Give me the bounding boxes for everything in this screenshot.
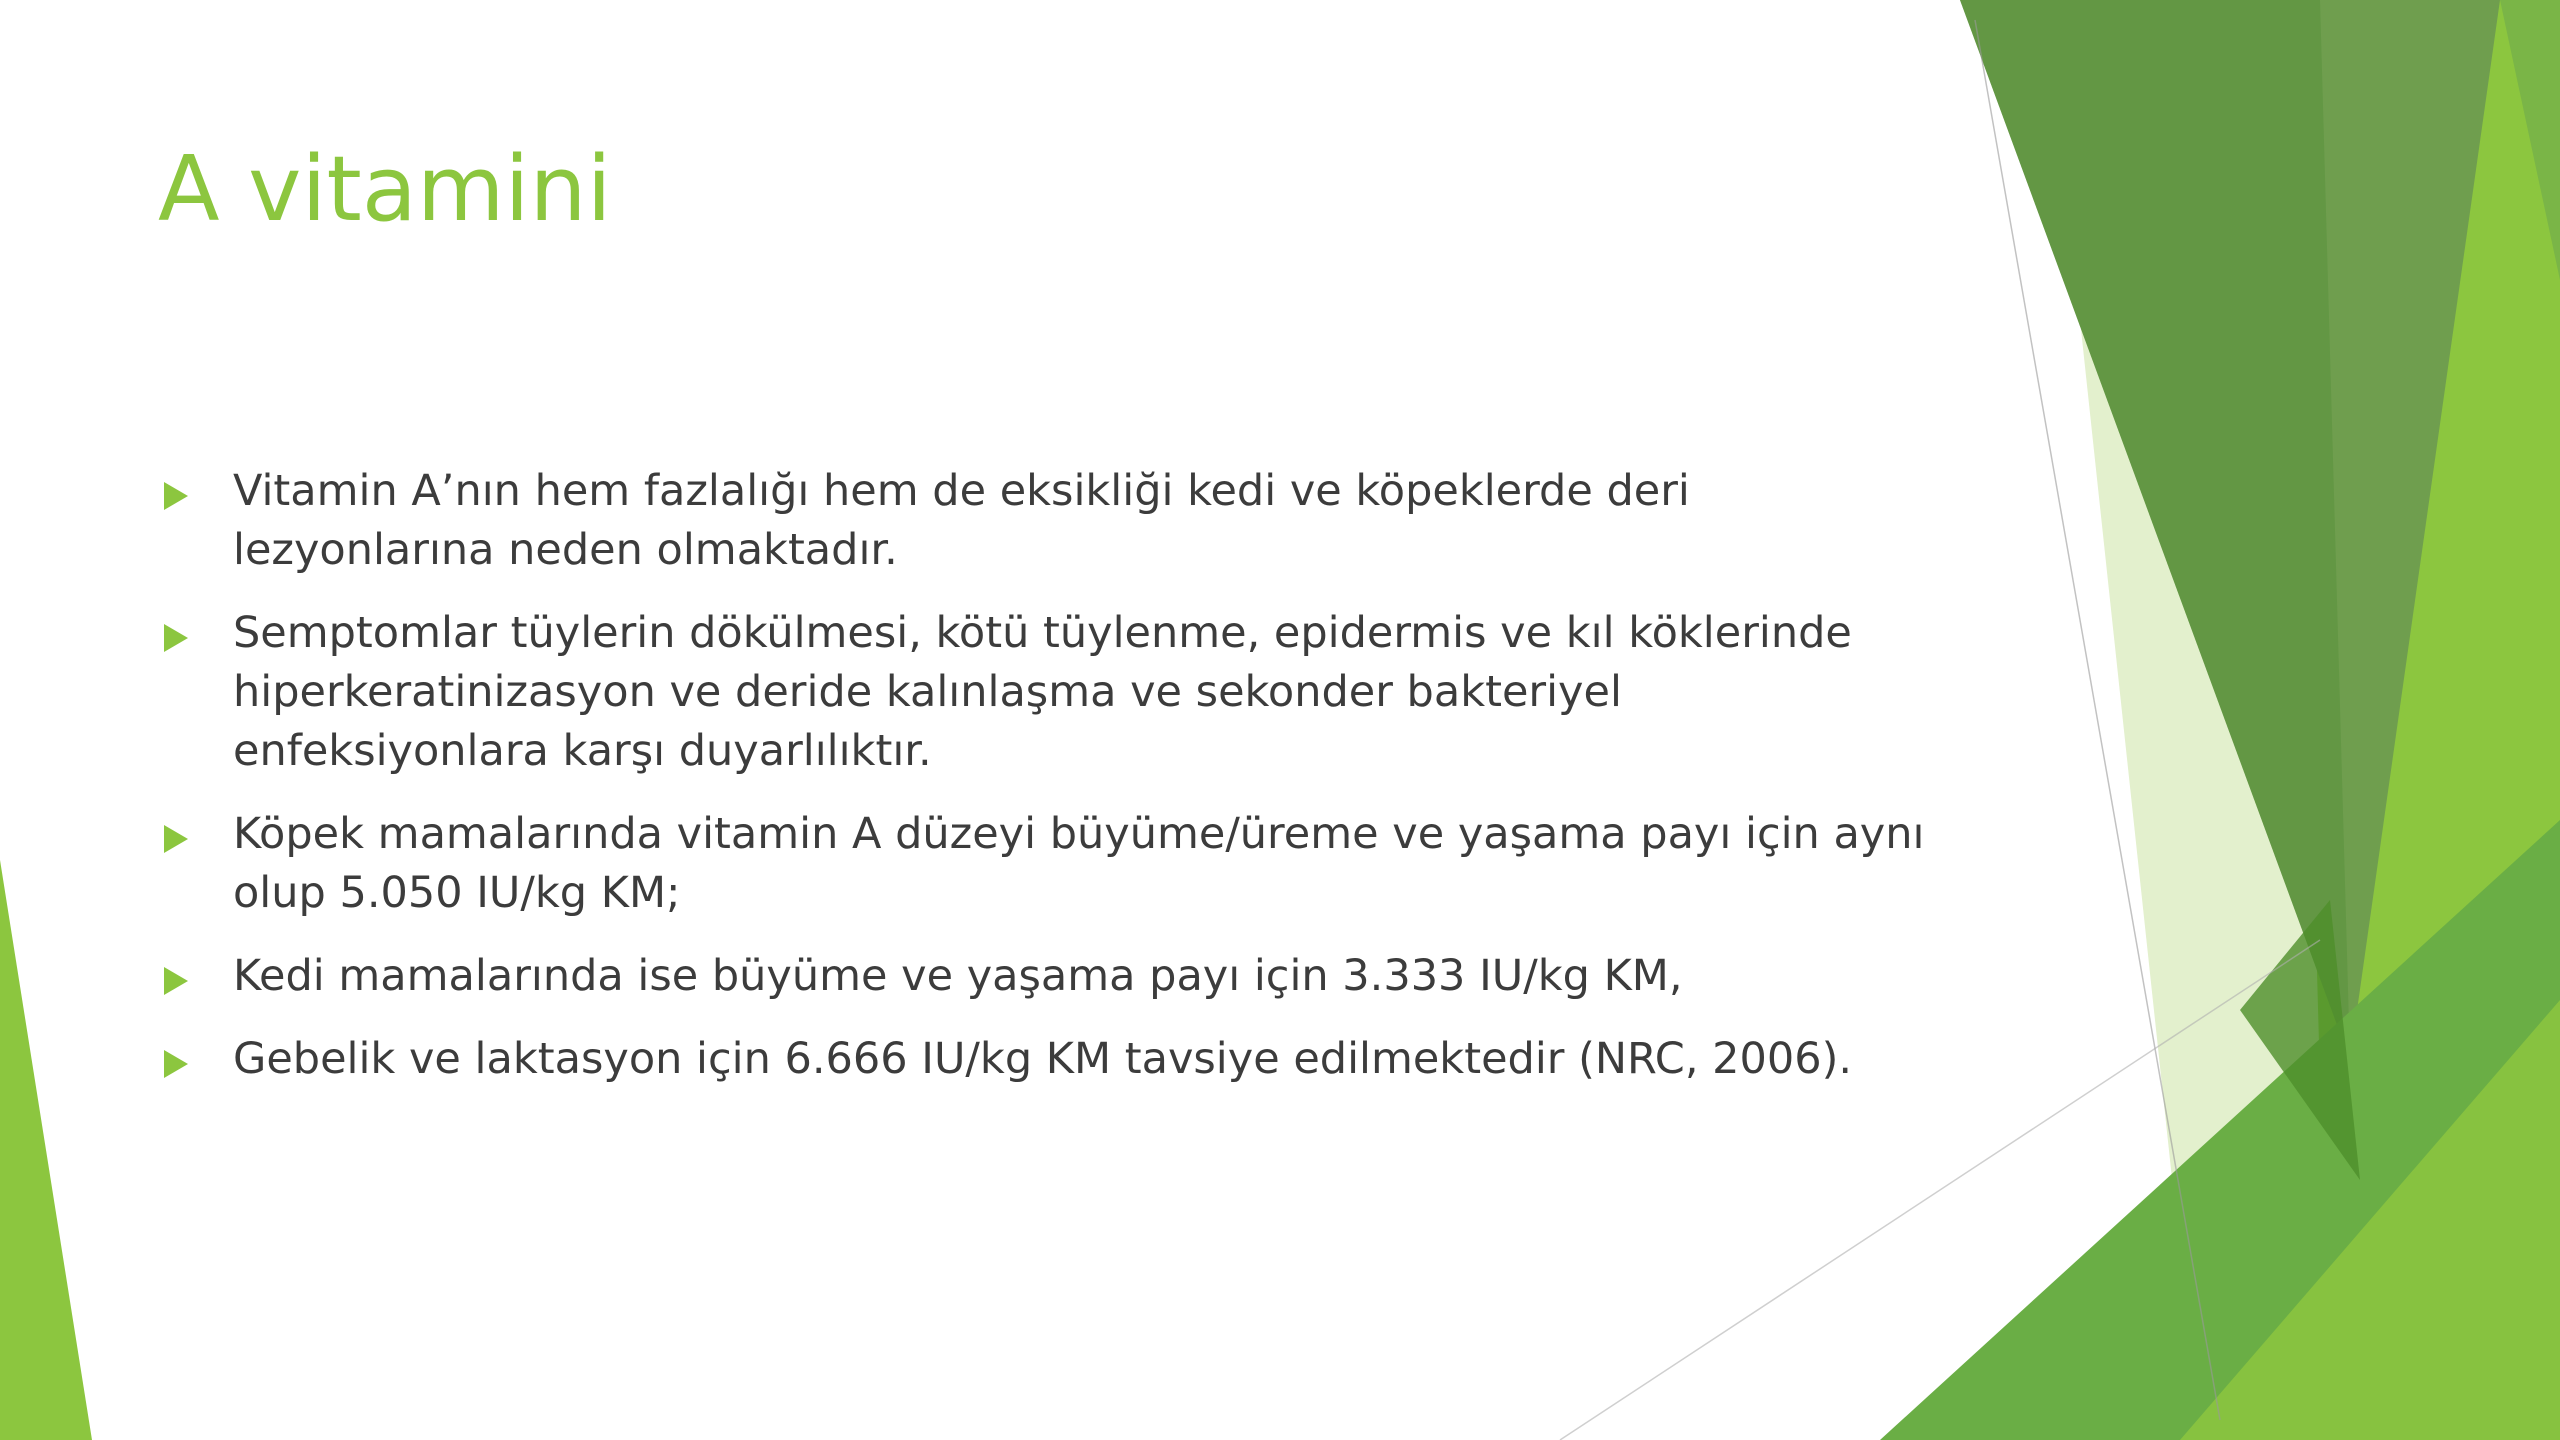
- bullet-item: [160, 805, 1940, 923]
- bullet-text: Kedi mamalarında ise büyüme ve yaşama payı için 3.333 IU/kg KM,: [233, 951, 1683, 1001]
- left-edge-shape: [0, 860, 92, 1440]
- bullet-text: Gebelik ve laktasyon için 6.666 IU/kg KM tavsiye edilmektedir (NRC, 2006).: [233, 1034, 1853, 1084]
- bullet-item: [160, 1030, 1940, 1089]
- bullet-item: [160, 947, 1940, 1006]
- triangle-right-icon: [164, 624, 188, 652]
- triangle-right-icon: [164, 482, 188, 510]
- bullet-list: [160, 462, 1940, 1113]
- bullet-text: Semptomlar tüylerin dökülmesi, kötü tüylenme, epidermis ve kıl köklerinde hiperkeratinizasyon ve deride kalınlaşma ve sekonder bakteriyel enfeksiyonlara karşı duyarlılıktır.: [233, 608, 1852, 776]
- triangle-right-icon: [164, 967, 188, 995]
- bullet-item: [160, 462, 1940, 580]
- slide-title: A vitamini: [158, 137, 612, 242]
- triangle-right-icon: [164, 1050, 188, 1078]
- bullet-text: Köpek mamalarında vitamin A düzeyi büyüme/üreme ve yaşama payı için aynı olup 5.050 IU/kg KM;: [233, 809, 1925, 918]
- bullet-item: [160, 604, 1940, 781]
- triangle-right-icon: [164, 825, 188, 853]
- bullet-text: Vitamin A’nın hem fazlalığı hem de eksikliği kedi ve köpeklerde deri lezyonlarına neden olmaktadır.: [233, 466, 1690, 575]
